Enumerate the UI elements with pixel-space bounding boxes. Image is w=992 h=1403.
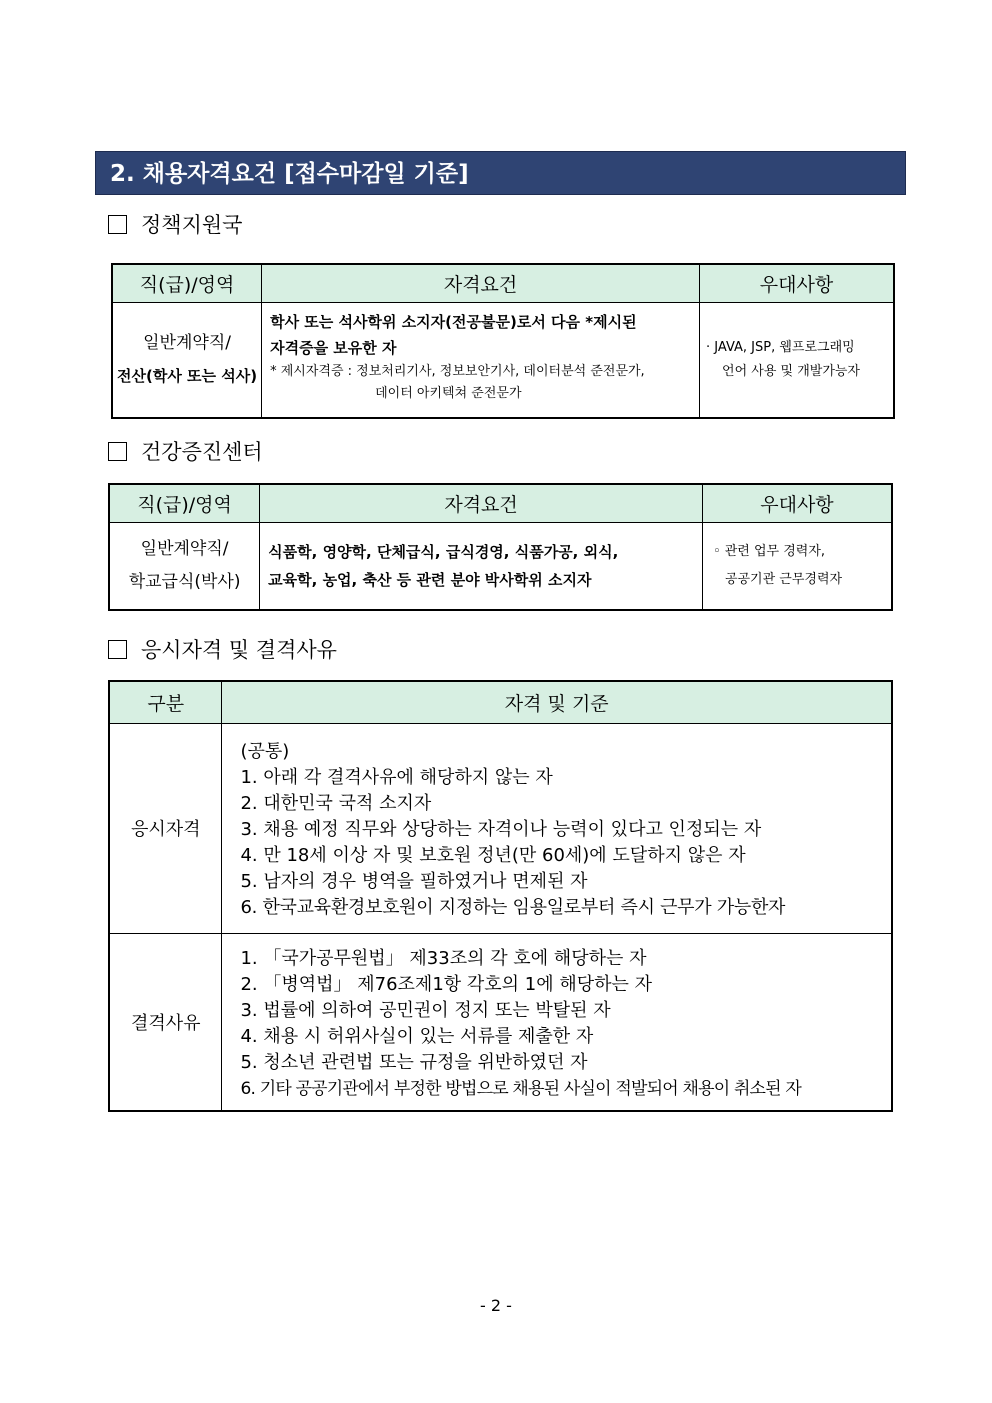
- requirement-cell: [262, 302, 700, 418]
- criteria-item: 1. 「국가공무원법」 제33조의 각 호에 해당하는 자: [240, 947, 647, 969]
- preference-line: 언어 사용 및 개발가능자: [722, 363, 860, 379]
- criteria-item: 3. 채용 예정 직무와 상당하는 자격이나 능력이 있다고 인정되는 자: [240, 819, 762, 840]
- policy-table: [111, 263, 895, 419]
- category-cell: [109, 522, 260, 610]
- section-heading-text: 건강증진센터: [141, 440, 263, 464]
- category-line: 전산(학사 또는 석사): [117, 366, 258, 385]
- row-label: 응시자격: [109, 723, 222, 933]
- header-requirement: 자격요건: [262, 264, 700, 302]
- requirement-line: 자격증을 보유한 자: [270, 338, 397, 357]
- page-number: - 2 -: [480, 1296, 512, 1315]
- section-heading-health: [108, 436, 263, 466]
- checkbox-square-icon: [108, 215, 127, 234]
- header-criteria: 자격 및 기준: [222, 681, 892, 723]
- section-heading-policy: [108, 209, 242, 239]
- criteria-item: 6. 한국교육환경보호원이 지정하는 임용일로부터 즉시 근무가 가능한자: [240, 897, 786, 918]
- eligibility-table: [108, 680, 893, 1112]
- section-title: 2. 채용자격요건 [접수마감일 기준]: [95, 151, 906, 195]
- row-label: 결격사유: [109, 933, 222, 1111]
- criteria-item: 1. 아래 각 결격사유에 해당하지 않는 자: [240, 767, 553, 788]
- criteria-item: 2. 「병역법」 제76조제1항 각호의 1에 해당하는 자: [240, 973, 652, 995]
- header-category: 직(급)/영역: [109, 484, 260, 522]
- category-line: 학교급식(박사): [128, 571, 241, 592]
- criteria-item: 2. 대한민국 국적 소지자: [240, 793, 432, 814]
- header-preference: 우대사항: [700, 264, 894, 302]
- requirement-line: 학사 또는 석사학위 소지자(전공불문)로서 다음 *제시된: [270, 312, 637, 331]
- header-requirement: 자격요건: [260, 484, 703, 522]
- checkbox-square-icon: [108, 442, 127, 461]
- category-cell: [112, 302, 262, 418]
- criteria-item: 6. 기타 공공기관에서 부정한 방법으로 채용된 사실이 적발되어 채용이 취소된 자: [240, 1078, 802, 1099]
- criteria-item: (공통): [240, 741, 290, 762]
- requirement-note-line: * 제시자격증 : 정보처리기사, 정보보안기사, 데이터분석 준전문가,: [270, 363, 645, 379]
- criteria-item: 5. 청소년 관련법 또는 규정을 위반하였던 자: [240, 1051, 588, 1073]
- criteria-item: 3. 법률에 의하여 공민권이 정지 또는 박탈된 자: [240, 999, 611, 1021]
- criteria-item: 4. 만 18세 이상 자 및 보호원 정년(만 60세)에 도달하지 않은 자: [240, 845, 746, 866]
- category-line: 일반계약직/: [143, 332, 231, 353]
- criteria-cell: [222, 933, 892, 1111]
- preference-line: · JAVA, JSP, 웹프로그래밍: [706, 339, 855, 355]
- requirement-cell: [260, 522, 703, 610]
- requirement-note-line: 데이터 아키텍쳐 준전문가: [375, 385, 522, 401]
- preference-cell: [700, 302, 894, 418]
- section-heading-eligibility: [108, 634, 337, 664]
- preference-line: 공공기관 근무경력자: [724, 571, 843, 587]
- criteria-cell: [222, 723, 892, 933]
- health-table: [108, 483, 893, 611]
- preference-line: ◦ 관련 업무 경력자,: [712, 543, 826, 559]
- criteria-item: 4. 채용 시 허위사실이 있는 서류를 제출한 자: [240, 1025, 594, 1047]
- header-category: 직(급)/영역: [112, 264, 262, 302]
- criteria-item: 5. 남자의 경우 병역을 필하였거나 면제된 자: [240, 871, 588, 892]
- header-preference: 우대사항: [702, 484, 892, 522]
- requirement-line: 교육학, 농업, 축산 등 관련 분야 박사학위 소지자: [268, 570, 592, 589]
- section-heading-text: 응시자격 및 결격사유: [141, 638, 337, 662]
- section-heading-text: 정책지원국: [141, 213, 243, 237]
- category-line: 일반계약직/: [140, 538, 229, 559]
- preference-cell: [702, 522, 892, 610]
- checkbox-square-icon: [108, 640, 127, 659]
- requirement-line: 식품학, 영양학, 단체급식, 급식경영, 식품가공, 외식,: [268, 542, 619, 561]
- header-division: 구분: [109, 681, 222, 723]
